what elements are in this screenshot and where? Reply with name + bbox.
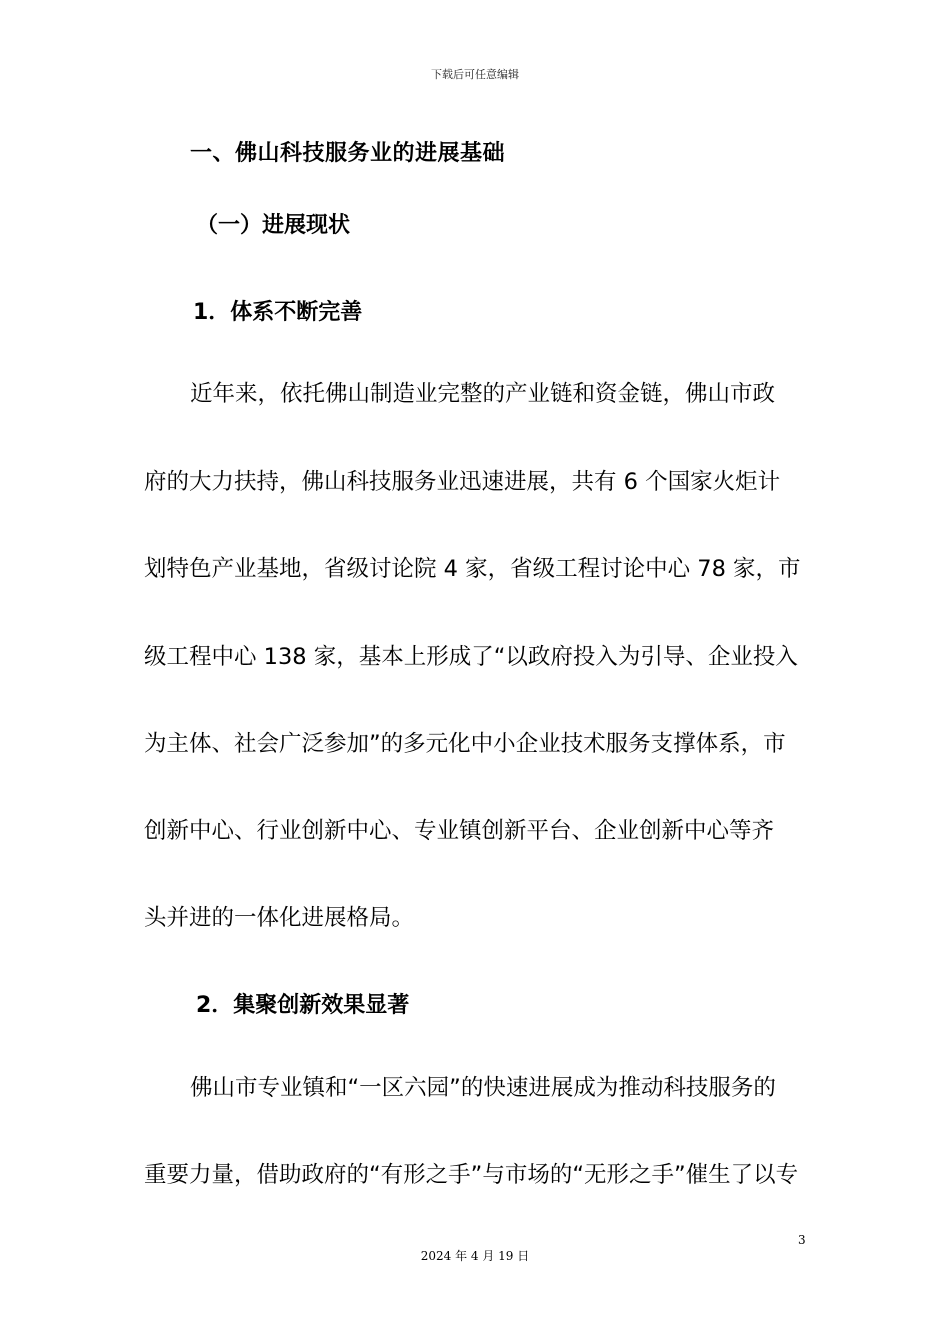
paragraph-2-line: 重要力量，借助政府的“有形之手”与市场的“无形之手”催生了以专 [144,1162,799,1188]
paragraph-1-line: 头并进的一体化进展格局。 [144,905,415,931]
footer-date: 2024 年 4 月 19 日 [420,1249,530,1263]
section-1-title: 1．体系不断完善 [193,300,363,325]
paragraph-1-line: 级工程中心 138 家，基本上形成了“以政府投入为引导、企业投入 [144,644,798,670]
heading-level-1: 一、佛山科技服务业的进展基础 [190,141,506,166]
paragraph-1-line: 为主体、社会广泛参加”的多元化中小企业技术服务支撑体系，市 [144,731,786,757]
paragraph-1-line: 府的大力扶持，佛山科技服务业迅速进展，共有 6 个国家火炬计 [144,469,781,495]
header-note: 下载后可任意编辑 [431,68,519,81]
paragraph-1-line: 近年来，依托佛山制造业完整的产业链和资金链，佛山市政 [190,381,776,407]
heading-level-2: （一）进展现状 [196,213,351,238]
paragraph-1-line: 创新中心、行业创新中心、专业镇创新平台、企业创新中心等齐 [144,818,775,844]
paragraph-2-line: 佛山市专业镇和“一区六园”的快速进展成为推动科技服务的 [190,1075,776,1101]
section-2-title: 2．集聚创新效果显著 [196,993,410,1018]
paragraph-1-line: 划特色产业基地，省级讨论院 4 家，省级工程讨论中心 78 家，市 [144,556,801,582]
page-number: 3 [798,1233,806,1247]
